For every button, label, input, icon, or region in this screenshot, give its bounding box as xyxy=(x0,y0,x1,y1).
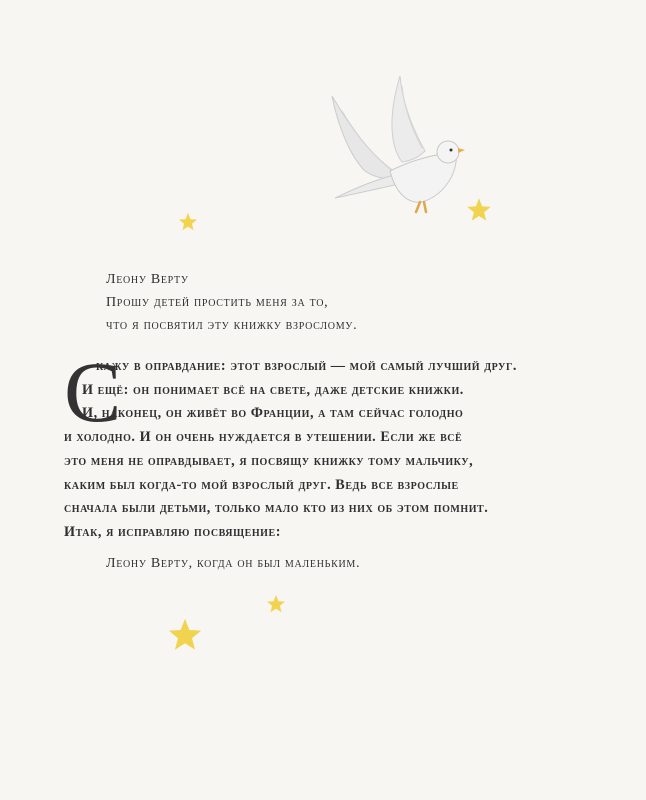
text-line: кажу в оправдание: этот взрослый — мой самый лучший друг. xyxy=(96,358,517,374)
text-line: и холодно. И он очень нуждается в утешении. Если же всё xyxy=(64,429,463,446)
dedication-line: что я посвятил эту книжку взрослому. xyxy=(106,318,358,333)
text-line: И ещё: он понимает всё на свете, даже детские книжки. xyxy=(82,381,464,398)
star-icon xyxy=(266,594,286,614)
dedication-line: Леону Верту xyxy=(106,272,189,287)
dedication xyxy=(106,268,526,337)
star-icon xyxy=(178,212,198,232)
dedication-line: Прошу детей простить меня за то, xyxy=(106,295,329,310)
star-icon xyxy=(466,197,492,223)
text-line: И, наконец, он живёт во Франции, а там сейчас голодно xyxy=(82,405,464,422)
text-line: Итак, я исправляю посвящение: xyxy=(64,523,281,540)
text-line: это меня не оправдывает, я посвящу книжку тому мальчику, xyxy=(64,452,474,469)
text-line: сначала были детьми, только мало кто из них об этом помнит. xyxy=(64,500,489,517)
text-line: каким был когда-то мой взрослый друг. Ведь все взрослые xyxy=(64,476,459,493)
star-icon xyxy=(167,617,203,653)
closing-dedication: Леону Верту, когда он был маленьким. xyxy=(106,556,361,571)
body-paragraph xyxy=(64,344,564,545)
dove-icon xyxy=(330,66,470,226)
drop-cap: С xyxy=(64,344,122,440)
